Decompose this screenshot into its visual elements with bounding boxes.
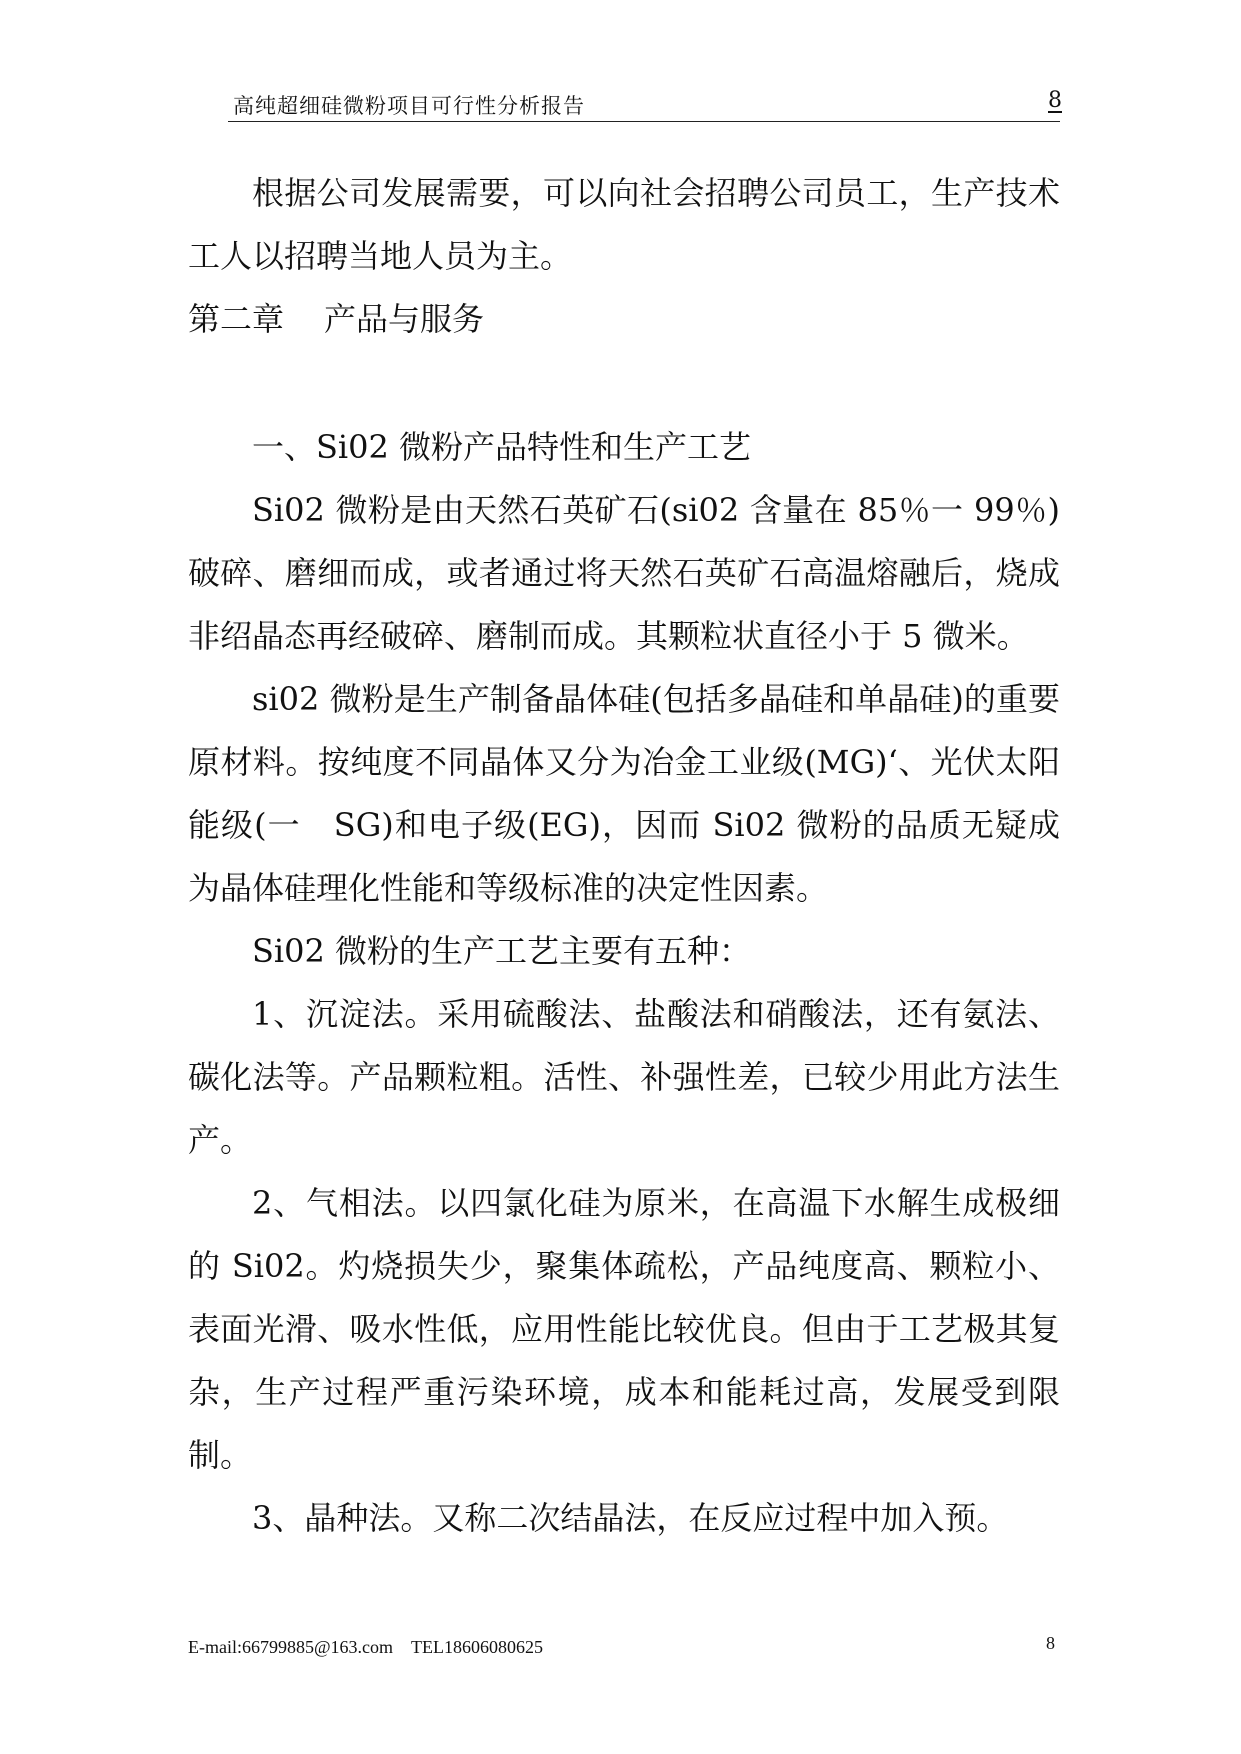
paragraph-3: Si02 微粉的生产工艺主要有五种： (252, 932, 752, 970)
paragraph-2: si02 微粉是生产制备晶体硅(包括多晶硅和单晶硅)的重要原材料。按纯度不同晶体又分为冶金工业级(MG)‘、光伏太阳能级(一 SG)和电子级(EG)，因而 Si02 微粉的品质无疑成为晶体硅理化性能和等级标准的决定性因素。 (188, 680, 1060, 907)
paragraph-6: 3、晶种法。又称二次结晶法，在反应过程中加入预。 (252, 1499, 1009, 1537)
chapter-label: 第二章 (188, 300, 285, 338)
document-body (188, 162, 1060, 1550)
header-page-number: 8 (1048, 88, 1062, 113)
header-title: 高纯超细硅微粉项目可行性分析报告 (233, 94, 585, 118)
section-spacer (188, 351, 1060, 416)
header-divider (228, 121, 1060, 122)
paragraph-4: 1、沉淀法。采用硫酸法、盐酸法和硝酸法，还有氨法、碳化法等。产品颗粒粗。活性、补强性差，已较少用此方法生产。 (188, 995, 1060, 1159)
paragraph-5: 2、气相法。以四氯化硅为原米，在高温下水解生成极细的 Si02。灼烧损失少，聚集体疏松，产品纯度高、颗粒小、表面光滑、吸水性低，应用性能比较优良。但由于工艺极其复杂，生产过程严重污染环境，成本和能耗过高，发展受到限制。 (188, 1184, 1060, 1474)
intro-paragraph: 根据公司发展需要，可以向社会招聘公司员工，生产技术工人以招聘当地人员为主。 (188, 174, 1060, 275)
footer-page-number: 8 (1046, 1633, 1055, 1653)
chapter-heading (188, 288, 1060, 351)
chapter-title: 产品与服务 (324, 300, 485, 338)
footer-contact: E-mail:66799885@163.com TEL18606080625 (188, 1637, 544, 1657)
paragraph-1: Si02 微粉是由天然石英矿石(si02 含量在 85％一 99％)破碎、磨细而成，或者通过将天然石英矿石高温熔融后，烧成非绍晶态再经破碎、磨制而成。其颗粒状直径小于 5 微米。 (188, 491, 1060, 655)
section-heading: 一、Si02 微粉产品特性和生产工艺 (252, 428, 752, 466)
